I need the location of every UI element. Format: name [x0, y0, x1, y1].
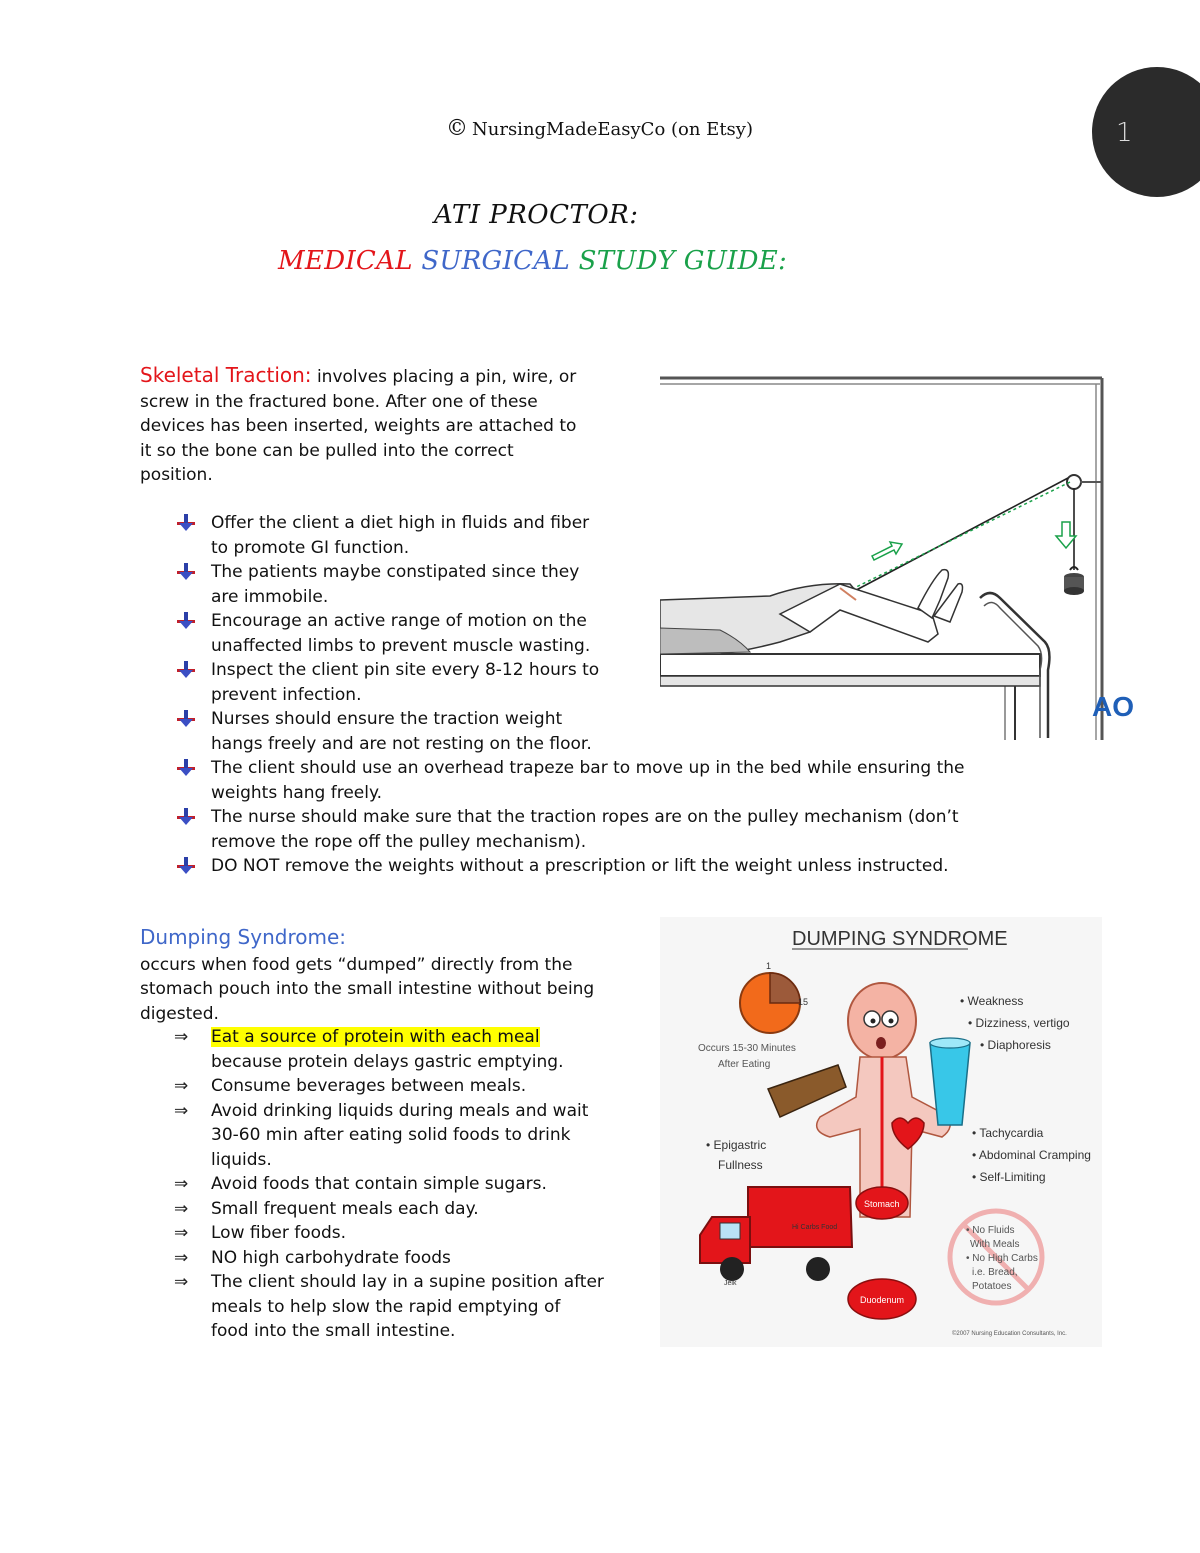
svg-text:• No Fluids: • No Fluids — [966, 1225, 1015, 1236]
svg-text:• No High Carbs: • No High Carbs — [966, 1253, 1038, 1264]
figure-title: DUMPING SYNDROME — [792, 928, 1008, 950]
svg-text:• Epigastric: • Epigastric — [706, 1138, 767, 1152]
svg-text:15: 15 — [798, 997, 809, 1007]
svg-text:1: 1 — [766, 961, 772, 971]
down-arrow-bullet-icon — [176, 808, 196, 826]
intro-line: screw in the fractured bone. After one of these — [140, 391, 538, 412]
subtitle-medical: MEDICAL — [278, 246, 413, 276]
list-item: ⇒ The client should lay in a supine position after meals to help slow the rapid emptying of food into the small intestine. — [174, 1272, 604, 1341]
svg-text:Duodenum: Duodenum — [860, 1295, 905, 1305]
list-item: Inspect the client pin site every 8-12 hours to prevent infection. — [140, 658, 1080, 707]
svg-text:i.e. Bread,: i.e. Bread, — [972, 1267, 1018, 1278]
svg-text:After Eating: After Eating — [718, 1059, 771, 1070]
svg-text:• Abdominal Cramping: • Abdominal Cramping — [972, 1148, 1091, 1162]
ao-logo: AO — [1092, 691, 1134, 722]
list-item: ⇒ Consume beverages between meals. — [140, 1074, 660, 1099]
svg-text:• Weakness: • Weakness — [960, 994, 1024, 1008]
header-text: NursingMadeEasyCo (on Etsy) — [472, 118, 753, 140]
list-item: ⇒ Low fiber foods. — [140, 1221, 660, 1246]
svg-text:Hi Carbs Food: Hi Carbs Food — [792, 1224, 838, 1231]
down-arrow-bullet-icon — [176, 563, 196, 581]
list-item: Encourage an active range of motion on the unaffected limbs to prevent muscle wasting. — [140, 609, 1080, 658]
intro-line: digested. — [140, 1003, 219, 1024]
list-item: The patients maybe constipated since they are immobile. — [140, 560, 1080, 609]
svg-text:Fullness: Fullness — [718, 1158, 763, 1172]
list-item: Nurses should ensure the traction weight hangs freely and are not resting on the floor. — [140, 707, 1080, 756]
down-arrow-bullet-icon — [176, 759, 196, 777]
page-tab — [1092, 67, 1200, 197]
section-heading-dumping-syndrome: Dumping Syndrome: — [140, 925, 346, 949]
right-arrow-bullet-icon: ⇒ — [174, 1076, 189, 1096]
svg-text:• Dizziness, vertigo: • Dizziness, vertigo — [968, 1016, 1070, 1030]
down-arrow-bullet-icon — [176, 661, 196, 679]
intro-line: stomach pouch into the small intestine without being — [140, 979, 595, 999]
intro-line: involves placing a pin, wire, or — [316, 367, 577, 387]
list-item: Offer the client a diet high in fluids and fiber to promote GI function. — [140, 511, 1080, 560]
subtitle-study-guide: STUDY GUIDE: — [578, 246, 788, 276]
list-item: ⇒ Eat a source of protein with each meal because protein delays gastric emptying. — [174, 1027, 564, 1072]
right-arrow-bullet-icon: ⇒ — [174, 1100, 189, 1121]
right-arrow-bullet-icon: ⇒ — [174, 1223, 189, 1243]
intro-line: position. — [140, 465, 213, 485]
svg-text:©2007 Nursing Education Consul: ©2007 Nursing Education Consultants, Inc. — [952, 1331, 1067, 1337]
svg-text:Stomach: Stomach — [864, 1199, 900, 1209]
dumping-syndrome-intro — [140, 925, 650, 1026]
list-item: The nurse should make sure that the traction ropes are on the pulley mechanism (don’t remove the rope off the pulley mechanism). — [140, 805, 1080, 854]
list-item: ⇒ Avoid foods that contain simple sugars. — [140, 1172, 660, 1197]
down-arrow-bullet-icon — [176, 710, 196, 728]
page-subtitle — [278, 246, 787, 276]
right-arrow-bullet-icon: ⇒ — [174, 1027, 189, 1047]
svg-text:Occurs 15-30 Minutes: Occurs 15-30 Minutes — [698, 1043, 796, 1054]
right-arrow-bullet-icon: ⇒ — [174, 1272, 189, 1292]
svg-text:• Tachycardia: • Tachycardia — [972, 1126, 1044, 1140]
page-title: ATI PROCTOR: — [434, 200, 639, 230]
highlighted-text: Eat a source of protein with each meal — [211, 1027, 540, 1047]
intro-line: occurs when food gets “dumped” directly from the — [140, 954, 573, 975]
list-item: ⇒ NO high carbohydrate foods — [140, 1246, 660, 1271]
right-arrow-bullet-icon: ⇒ — [174, 1247, 189, 1268]
svg-text:With Meals: With Meals — [970, 1239, 1020, 1250]
right-arrow-bullet-icon: ⇒ — [174, 1174, 189, 1194]
down-arrow-bullet-icon — [176, 857, 196, 875]
list-item: ⇒ Avoid drinking liquids during meals and wait 30-60 min after eating solid foods to drink liquids. — [174, 1100, 589, 1170]
skeletal-traction-illustration — [660, 370, 1140, 742]
section-heading-skeletal-traction: Skeletal Traction: — [140, 363, 312, 387]
down-arrow-bullet-icon — [176, 514, 196, 532]
page-header — [446, 118, 753, 140]
right-arrow-bullet-icon: ⇒ — [174, 1198, 189, 1219]
page-number: 1 — [1116, 118, 1133, 148]
dumping-syndrome-illustration — [660, 917, 1102, 1347]
svg-text:• Diaphoresis: • Diaphoresis — [980, 1038, 1051, 1052]
svg-text:Jelk: Jelk — [724, 1280, 737, 1287]
skeletal-traction-intro — [140, 363, 650, 488]
intro-line: devices has been inserted, weights are attached to — [140, 416, 577, 436]
list-item: The client should use an overhead trapeze bar to move up in the bed while ensuring the weights hang freely. — [140, 756, 1080, 805]
svg-text:• Self-Limiting: • Self-Limiting — [972, 1170, 1046, 1184]
svg-text:Potatoes: Potatoes — [972, 1281, 1012, 1292]
subtitle-surgical: SURGICAL — [421, 246, 571, 276]
list-item: DO NOT remove the weights without a prescription or lift the weight unless instructed. — [140, 854, 1080, 879]
dumping-bullet-list — [140, 1025, 660, 1344]
copyright-icon: © — [446, 116, 468, 141]
intro-line: it so the bone can be pulled into the correct — [140, 440, 514, 461]
list-item: ⇒ Small frequent meals each day. — [140, 1197, 660, 1222]
down-arrow-bullet-icon — [176, 612, 196, 630]
